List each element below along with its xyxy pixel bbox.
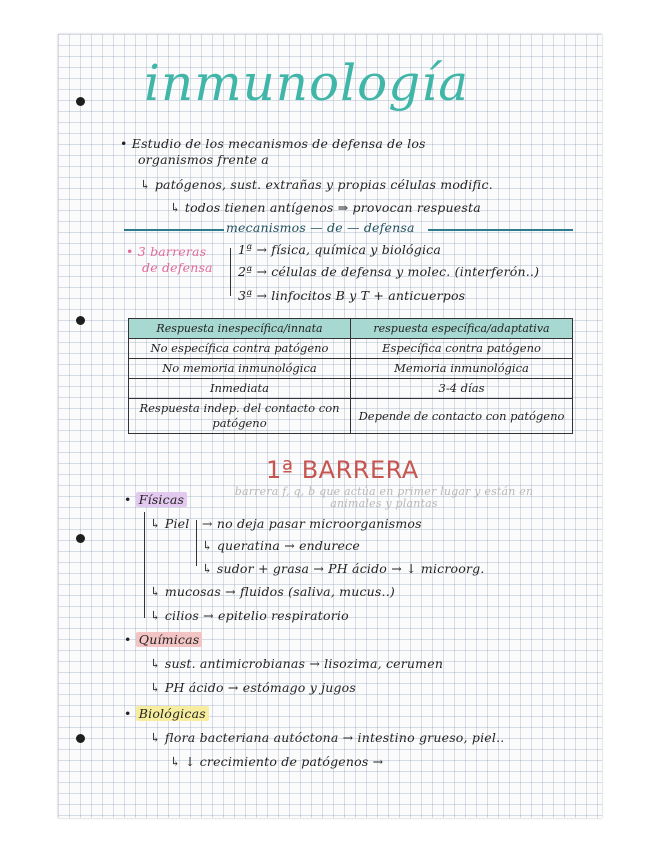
piel-item: ↳ sudor + grasa → PH ácido → ↓ microorg. (202, 561, 485, 576)
table-header: respuesta específica/adaptativa (351, 319, 573, 339)
piel-item: → no deja pasar microorganismos (202, 516, 422, 531)
barreras-label: • 3 barreras (126, 244, 207, 259)
quimica-item: ↳ PH ácido → estómago y jugos (150, 680, 357, 695)
table-row (129, 379, 573, 399)
table-cell: No memoria inmunológica (129, 359, 351, 379)
table-cell: Memoria inmunológica (351, 359, 573, 379)
section-title-barrera: 1ª BARRERA (266, 456, 419, 484)
bracket (230, 248, 231, 296)
table-row (129, 399, 573, 434)
table-cell: Inmediata (129, 379, 351, 399)
fisicas-label: • Físicas (124, 492, 187, 507)
biologica-item: ↳ ↓ crecimiento de patógenos → (170, 754, 384, 769)
barreras-label: de defensa (142, 260, 213, 275)
table-row (129, 359, 573, 379)
binder-hole (76, 534, 85, 543)
quimica-item: ↳ sust. antimicrobianas → lisozima, cerumen (150, 656, 444, 671)
intro-line: organismos frente a (138, 152, 269, 167)
comparison-table (128, 318, 573, 434)
intro-line: ↳ patógenos, sust. extrañas y propias células modific. (140, 177, 493, 192)
piel-item: ↳ queratina → endurece (202, 538, 360, 553)
binder-hole (76, 97, 85, 106)
table-cell: 3-4 días (351, 379, 573, 399)
barrera-item: 1ª → física, química y biológica (238, 242, 442, 257)
table-header-row (129, 319, 573, 339)
table-cell: Respuesta indep. del contacto con patógeno (129, 399, 351, 434)
intro-line: ↳ todos tienen antígenos ⇒ provocan respuesta (170, 200, 481, 215)
table-header: Respuesta inespecífica/innata (129, 319, 351, 339)
quimicas-label: • Químicas (124, 632, 202, 647)
table-row (129, 339, 573, 359)
bracket (196, 520, 197, 566)
binder-hole (76, 316, 85, 325)
barrera-item: 3ª → linfocitos B y T + anticuerpos (238, 288, 466, 303)
biologica-item: ↳ flora bacteriana autóctona → intestino grueso, piel.. (150, 730, 505, 745)
mucosas-item: ↳ mucosas → fluidos (saliva, mucus..) (150, 584, 395, 599)
arrow-icon: ↳ (140, 177, 155, 192)
table-cell: No específica contra patógeno (129, 339, 351, 359)
barrera-item: 2ª → células de defensa y molec. (interferón..) (238, 264, 540, 279)
piel-label: ↳ Piel (150, 516, 190, 531)
section-heading: mecanismos — de — defensa (226, 220, 415, 235)
intro-line: • Estudio de los mecanismos de defensa de los (120, 136, 426, 151)
barrera-note: barrera f, q, b que actúa en primer lugar y están en animales y plantas (234, 485, 534, 510)
heading-rule (428, 229, 573, 231)
biologicas-label: • Biológicas (124, 706, 209, 721)
heading-rule (124, 229, 224, 231)
binder-hole (76, 734, 85, 743)
cilios-item: ↳ cilios → epitelio respiratorio (150, 608, 349, 623)
notebook-page (58, 34, 602, 818)
arrow-icon: ↳ (170, 200, 185, 215)
page-title: inmunología (144, 54, 470, 112)
table-cell: Específica contra patógeno (351, 339, 573, 359)
table-cell: Depende de contacto con patógeno (351, 399, 573, 434)
bracket (144, 512, 145, 618)
